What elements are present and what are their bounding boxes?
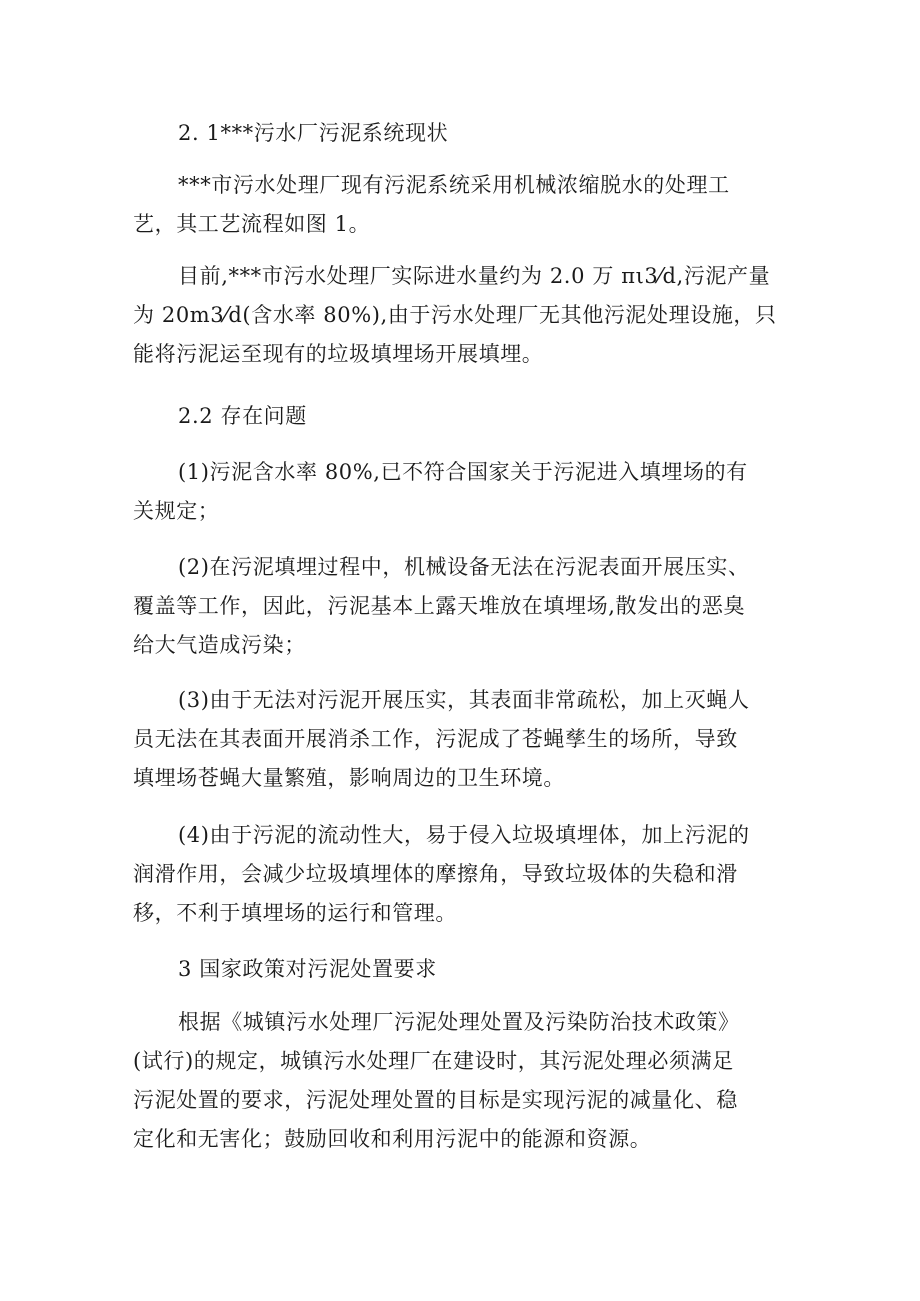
- text-line: 润滑作用，会减少垃圾填埋体的摩擦角，导致垃圾体的失稳和滑: [133, 862, 738, 886]
- text-line: 为 20m3⁄d(含水率 80%),由于污水处理厂无其他污泥处理设施，只: [133, 303, 777, 327]
- text-line: (1)污泥含水率 80%,已不符合国家关于污泥进入填埋场的有: [178, 460, 748, 484]
- text-line: (2)在污泥填埋过程中，机械设备无法在污泥表面开展压实、: [178, 555, 750, 579]
- paragraph-problem-3: [133, 681, 793, 798]
- text-line: 目前,***市污水处理厂实际进水量约为 2.0 万 πι3⁄d,污泥产量: [178, 264, 771, 288]
- paragraph-problem-1: [133, 453, 793, 531]
- section-heading-2-2: [133, 397, 793, 436]
- text-line: 员无法在其表面开展消杀工作，污泥成了苍蝇孳生的场所，导致: [133, 727, 738, 751]
- text-line: 艺，其工艺流程如图 1。: [133, 212, 371, 236]
- text-line: 给大气造成污染；: [133, 633, 306, 657]
- text-line: 根据《城镇污水处理厂污泥处理处置及污染防治技术政策》: [178, 1010, 740, 1034]
- text-line: 污泥处置的要求，污泥处理处置的目标是实现污泥的减量化、稳: [133, 1088, 738, 1112]
- paragraph-current-status: [133, 257, 793, 374]
- text-line: 覆盖等工作，因此，污泥基本上露天堆放在填埋场,散发出的恶臭: [133, 594, 746, 618]
- text-line: 能将污泥运至现有的垃圾填埋场开展填埋。: [133, 342, 544, 366]
- text-line: 关规定；: [133, 499, 220, 523]
- section-heading-2-1: [133, 114, 793, 153]
- text-line: (3)由于无法对污泥开展压实，其表面非常疏松，加上灭蝇人: [178, 688, 750, 712]
- text-line: (4)由于污泥的流动性大，易于侵入垃圾填埋体，加上污泥的: [178, 823, 750, 847]
- section-heading-3: [133, 950, 793, 989]
- paragraph-sludge-system: [133, 166, 793, 244]
- paragraph-policy: [133, 1003, 793, 1159]
- text-line: 2.2 存在问题: [178, 404, 307, 428]
- paragraph-problem-2: [133, 548, 793, 665]
- text-line: 2. 1***污水厂污泥系统现状: [178, 121, 449, 145]
- text-line: 移，不利于填埋场的运行和管理。: [133, 901, 457, 925]
- text-line: ***市污水处理厂现有污泥系统采用机械浓缩脱水的处理工: [178, 173, 730, 197]
- text-line: 定化和无害化；鼓励回收和利用污泥中的能源和资源。: [133, 1127, 652, 1151]
- text-line: 填埋场苍蝇大量繁殖，影响周边的卫生环境。: [133, 766, 565, 790]
- paragraph-problem-4: [133, 816, 793, 933]
- text-line: (试行)的规定，城镇污水处理厂在建设时，其污泥处理必须满足: [133, 1049, 734, 1073]
- text-line: 3 国家政策对污泥处置要求: [178, 957, 437, 981]
